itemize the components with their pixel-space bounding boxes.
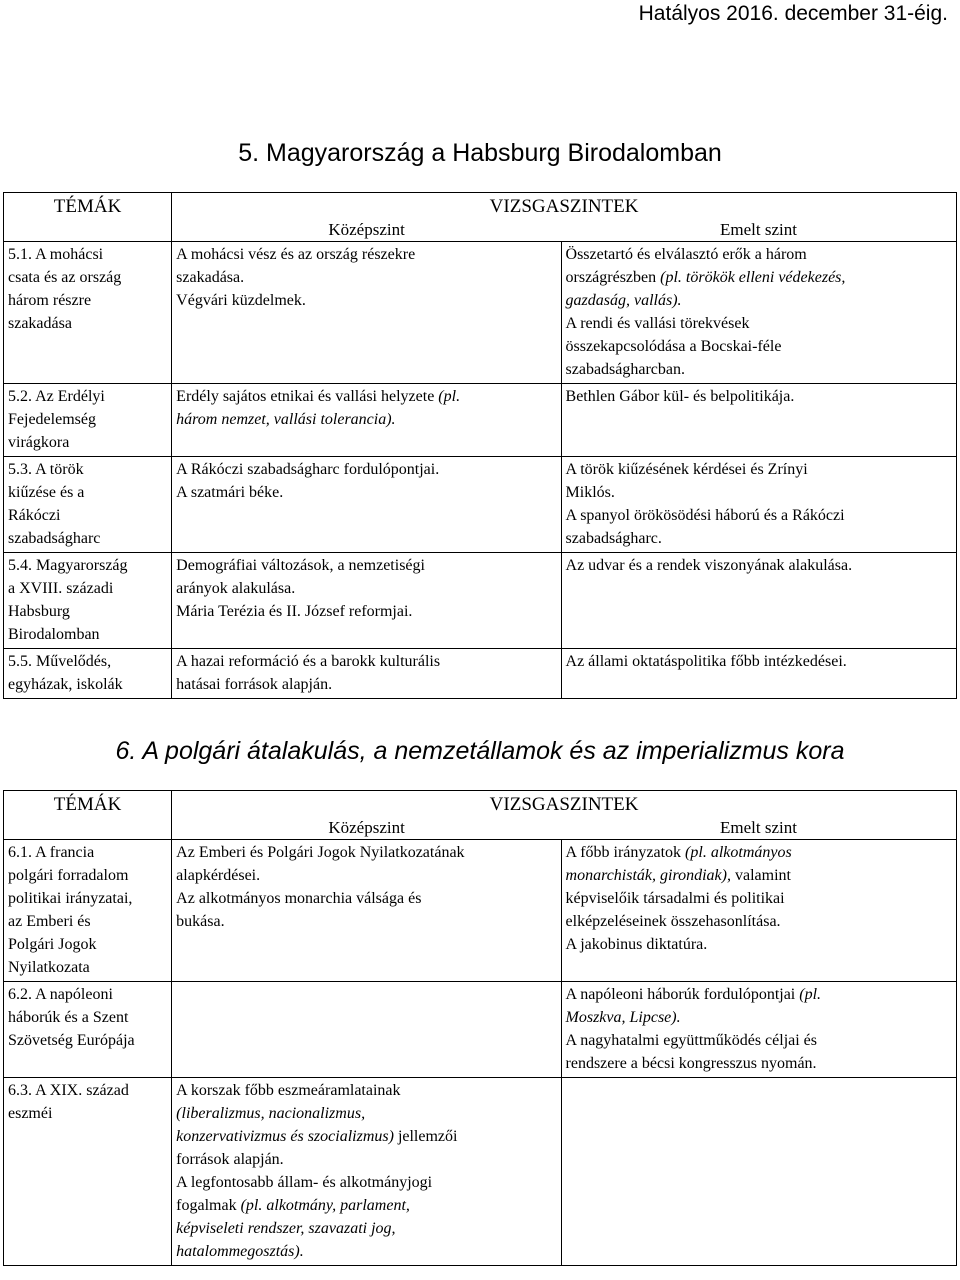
advanced-level-cell [561,457,956,553]
middle-level-header: Középszint [172,816,561,840]
table-row [4,384,957,457]
topic-cell-text [8,243,167,335]
table-row [4,982,957,1078]
topic-cell-text [8,458,167,550]
middle-level-cell-text [176,385,556,431]
topic-cell-text [8,841,167,979]
topic-table [3,790,957,1266]
middle-level-cell-text [176,1079,556,1263]
table-row [4,457,957,553]
text-run: A rendi és vallási törekvések összekapcsolódása a Bocskai-féle szabadságharcban. [565,315,782,378]
middle-level-cell-text [176,841,556,933]
text-run: 5.2. Az Erdélyi Fejedelemség virágkora [8,388,105,451]
text-run: (pl. alkotmányos monarchisták, girondiak), [565,844,792,884]
text-run: jellemzői források alapján. A legfontosabb állam- és alkotmányjogi fogalmak [176,1128,458,1214]
topic-cell [4,384,172,457]
advanced-level-cell [561,1078,956,1266]
advanced-level-cell-text [566,650,952,673]
table-row [4,649,957,699]
advanced-level-header: Emelt szint [561,218,956,242]
text-run: 6.2. A napóleoni háborúk és a Szent Szövetség Európája [8,986,135,1049]
advanced-level-cell-text [566,458,952,550]
middle-level-cell [172,840,561,982]
table-row [4,1078,957,1266]
topic-cell-text [8,1079,167,1125]
text-run: Erdély sajátos etnikai és vallási helyzete [176,388,439,405]
middle-level-cell-text [176,243,556,312]
text-run: A Rákóczi szabadságharc fordulópontjai. A szatmári béke. [176,461,440,501]
middle-level-cell [172,553,561,649]
text-run: 6.3. A XIX. század eszméi [8,1082,129,1122]
exam-levels-header: VIZSGASZINTEK [172,791,957,817]
text-run: (pl. Moszkva, Lipcse). [565,986,822,1026]
advanced-level-cell-text [566,243,952,381]
exam-levels-header: VIZSGASZINTEK [172,193,957,219]
text-run: Bethlen Gábor kül- és belpolitikája. [565,388,795,405]
advanced-level-cell-text [566,841,952,956]
topic-cell [4,982,172,1078]
text-run: A hazai reformáció és a barokk kulturális hatásai források alapján. [176,653,441,693]
middle-level-header: Középszint [172,218,561,242]
advanced-level-cell [561,649,956,699]
text-run: Összetartó és elválasztó erők a három országrészben [565,246,807,286]
advanced-level-header: Emelt szint [561,816,956,840]
middle-level-cell [172,242,561,384]
text-run: 5.5. Művelődés, egyházak, iskolák [8,653,123,693]
advanced-level-cell [561,982,956,1078]
table-row [4,840,957,982]
text-run: 5.3. A török kiűzése és a Rákóczi szabadságharc [8,461,101,547]
middle-level-cell [172,384,561,457]
text-run: (liberalizmus, nacionalizmus, konzervativizmus és szocializmus) [176,1105,394,1145]
topic-cell [4,840,172,982]
topic-cell [4,242,172,384]
middle-level-cell-text [176,458,556,504]
table-row [4,242,957,384]
text-run: A török kiűzésének kérdései és Zrínyi Miklós. A spanyol örökösödési háború és a Rákóczi szabadságharc. [565,461,845,547]
text-run: A korszak főbb eszmeáramlatainak [176,1082,401,1099]
section-title: 6. A polgári átalakulás, a nemzetállamok és az imperializmus kora [115,737,845,765]
advanced-level-cell-text [566,554,952,577]
text-run: Az állami oktatáspolitika főbb intézkedései. [565,653,847,670]
advanced-level-cell [561,384,956,457]
table-row [4,553,957,649]
topic-cell [4,1078,172,1266]
text-run: (pl. három nemzet, vallási tolerancia). [176,388,461,428]
topic-cell [4,457,172,553]
text-run: 6.1. A francia polgári forradalom politikai irányzatai, az Emberi és Polgári Jogok Nyilatkozata [8,844,133,976]
middle-level-cell-text [176,650,556,696]
topic-cell-text [8,650,167,696]
topic-cell-text [8,385,167,454]
middle-level-cell [172,457,561,553]
middle-level-cell [172,649,561,699]
topic-cell-text [8,983,167,1052]
text-run: (pl. alkotmány, parlament, képviseleti rendszer, szavazati jog, hatalommegosztás). [176,1197,410,1260]
topics-header: TÉMÁK [4,193,172,242]
middle-level-cell [172,982,561,1078]
section-title: 5. Magyarország a Habsburg Birodalomban [238,139,722,167]
topic-cell [4,649,172,699]
text-run: valamint képviselőik társadalmi és politikai elképzeléseinek összehasonlítása. A jakobinus diktatúra. [565,867,791,953]
text-run: Az Emberi és Polgári Jogok Nyilatkozatának alapkérdései. Az alkotmányos monarchia válsága és bukása. [176,844,465,930]
validity-note: Hatályos 2016. december 31-éig. [638,2,948,25]
text-run: Az udvar és a rendek viszonyának alakulása. [565,557,853,574]
text-run: 5.4. Magyarország a XVIII. századi Habsburg Birodalomban [8,557,128,643]
text-run: A főbb irányzatok [565,844,686,861]
text-run: A mohácsi vész és az ország részekre szakadása. Végvári küzdelmek. [176,246,416,309]
advanced-level-cell [561,553,956,649]
text-run: A napóleoni háborúk fordulópontjai [565,986,800,1003]
middle-level-cell-text [176,554,556,623]
advanced-level-cell-text [566,385,952,408]
advanced-level-cell [561,840,956,982]
text-run: 5.1. A mohácsi csata és az ország három részre szakadása [8,246,122,332]
topic-cell [4,553,172,649]
topic-table [3,192,957,699]
text-run: (pl. törökök elleni védekezés, gazdaság, vallás). [565,269,846,309]
topics-header: TÉMÁK [4,791,172,840]
middle-level-cell [172,1078,561,1266]
text-run: A nagyhatalmi együttműködés céljai és rendszere a bécsi kongresszus nyomán. [565,1032,818,1072]
topic-cell-text [8,554,167,646]
advanced-level-cell-text [566,983,952,1075]
text-run: Demográfiai változások, a nemzetiségi arányok alakulása. Mária Terézia és II. József reformjai. [176,557,425,620]
advanced-level-cell [561,242,956,384]
